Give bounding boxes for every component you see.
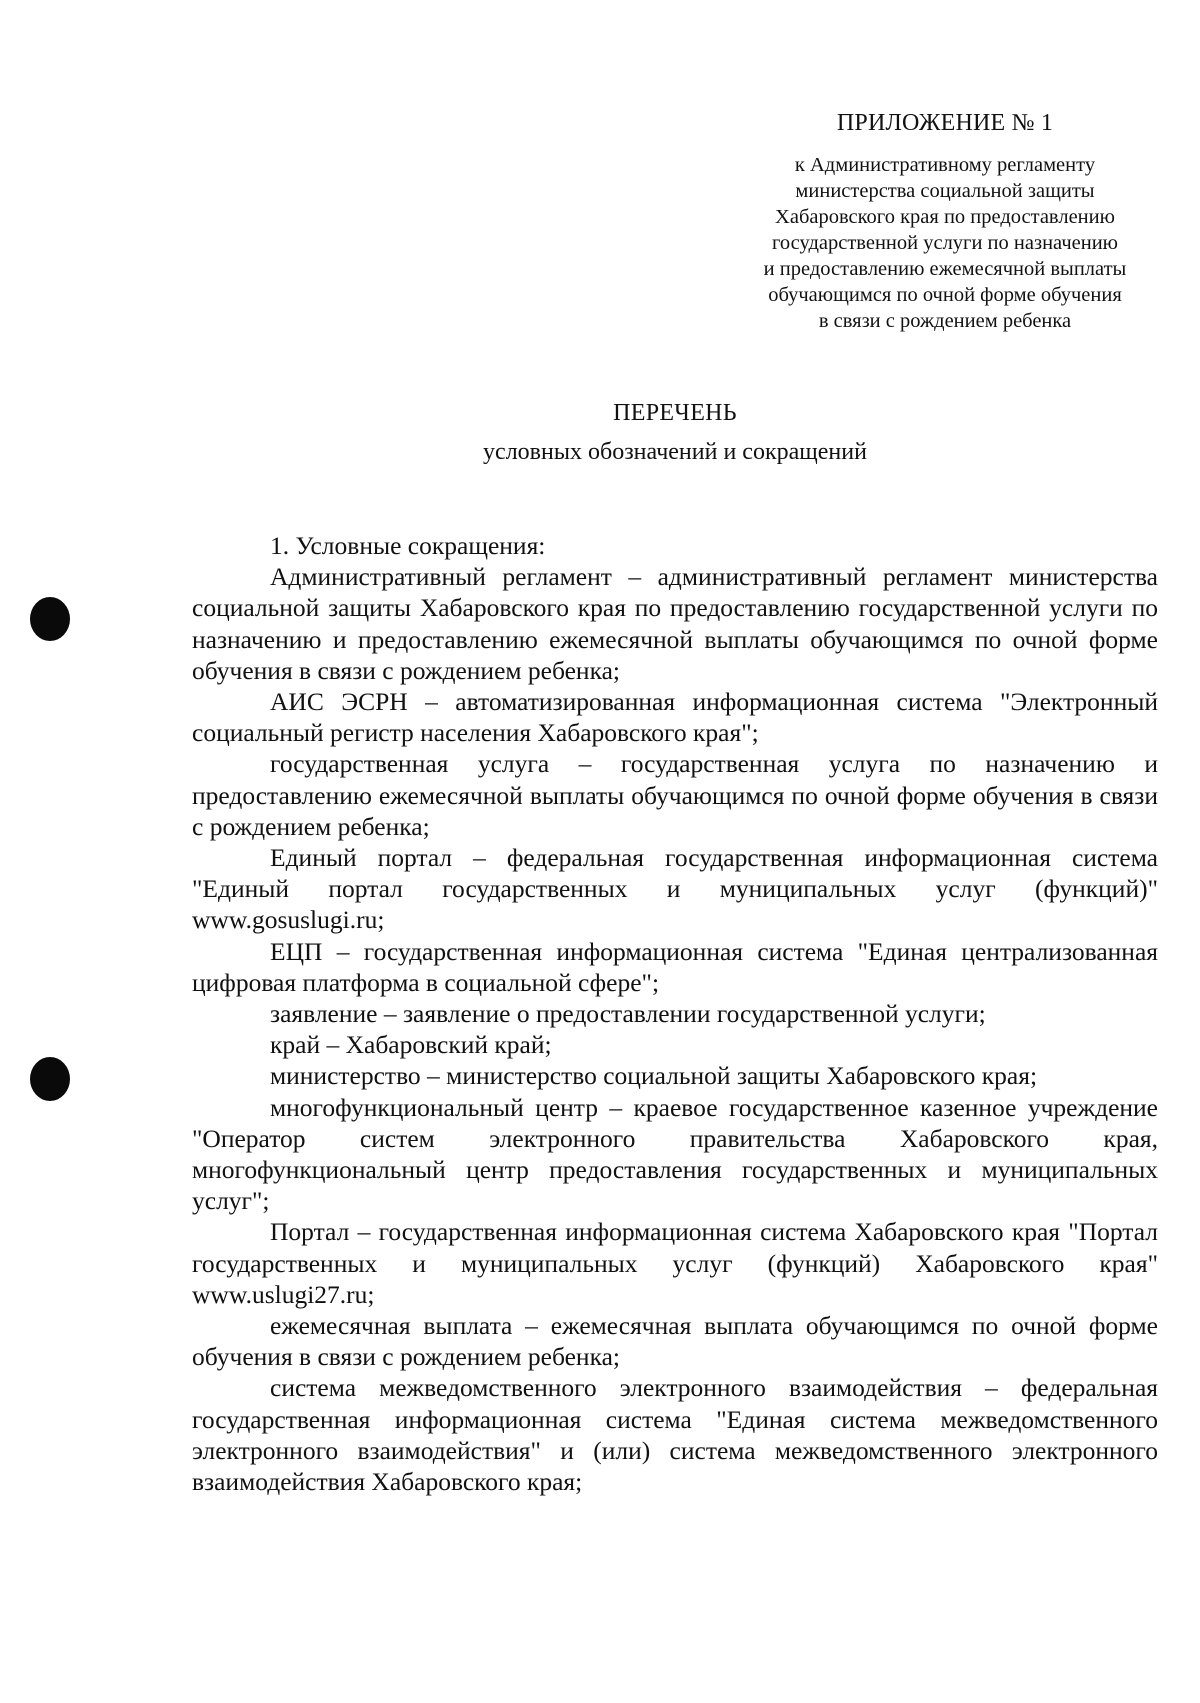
- appendix-line: в связи с рождением ребенка: [818, 310, 1072, 332]
- punch-hole-top: [30, 597, 70, 641]
- section-heading: 1. Условные сокращения:: [270, 531, 546, 560]
- punch-hole-bottom: [30, 1057, 70, 1101]
- term-state-service: государственная услуга – государственная услуга по назначению и предоставлению ежемесячной выплаты обучающимся по очной форме обучения в связи с рождением ребенка;: [192, 749, 1158, 841]
- term-administrative-regulation: Административный регламент – административный регламент министерства социальной защиты Хабаровского края по предоставлению государственной услуги по назначению и предоставлению ежемесячной выплаты обучающимся по очной форме обучения в связи с рождением ребенка;: [192, 562, 1158, 685]
- term-ecp: ЕЦП – государственная информационная система "Единая централизованная цифровая платформа в социальной сфере";: [192, 936, 1158, 997]
- term-mfc: многофункциональный центр – краевое государственное казенное учреждение "Оператор систем электронного правительства Хабаровского края, многофункциональный центр предоставления государственных и муниципальных услуг";: [192, 1092, 1158, 1216]
- appendix-line: Хабаровского края по предоставлению: [775, 206, 1115, 228]
- document-title: ПЕРЕЧЕНЬ: [613, 400, 737, 426]
- document-subtitle: условных обозначений и сокращений: [483, 439, 867, 465]
- term-application: заявление – заявление о предоставлении государственной услуги;: [270, 999, 986, 1029]
- appendix-line: обучающимся по очной форме обучения: [768, 284, 1122, 306]
- term-portal: Портал – государственная информационная система Хабаровского края "Портал государственных и муниципальных услуг (функций) Хабаровского края" www.uslugi27.ru;: [192, 1217, 1158, 1309]
- appendix-line: к Административному регламенту: [794, 154, 1096, 176]
- appendix-line: министерства социальной защиты: [795, 180, 1095, 202]
- term-ministry: министерство – министерство социальной защиты Хабаровского края;: [270, 1061, 1038, 1091]
- term-ais-esrn: АИС ЭСРН – автоматизированная информационная система "Электронный социальный регистр населения Хабаровского края";: [192, 687, 1158, 748]
- term-smev: система межведомственного электронного взаимодействия – федеральная государственная информационная система "Единая система межведомственного электронного взаимодействия" и (или) система межведомственного электронного взаимодействия Хабаровского края;: [192, 1373, 1158, 1497]
- appendix-title: ПРИЛОЖЕНИЕ № 1: [836, 110, 1054, 136]
- appendix-header: [700, 108, 1190, 334]
- term-monthly-payment: ежемесячная выплата – ежемесячная выплата обучающимся по очной форме обучения в связи с рождением ребенка;: [192, 1311, 1158, 1372]
- appendix-line: государственной услуги по назначению: [772, 232, 1118, 254]
- term-region: край – Хабаровский край;: [270, 1030, 552, 1060]
- appendix-line: и предоставлению ежемесячной выплаты: [763, 258, 1127, 280]
- document-body: [192, 530, 1158, 1497]
- term-unified-portal: Единый портал – федеральная государственная информационная система "Единый портал государственных и муниципальных услуг (функций)" www.gosuslugi.ru;: [192, 843, 1158, 935]
